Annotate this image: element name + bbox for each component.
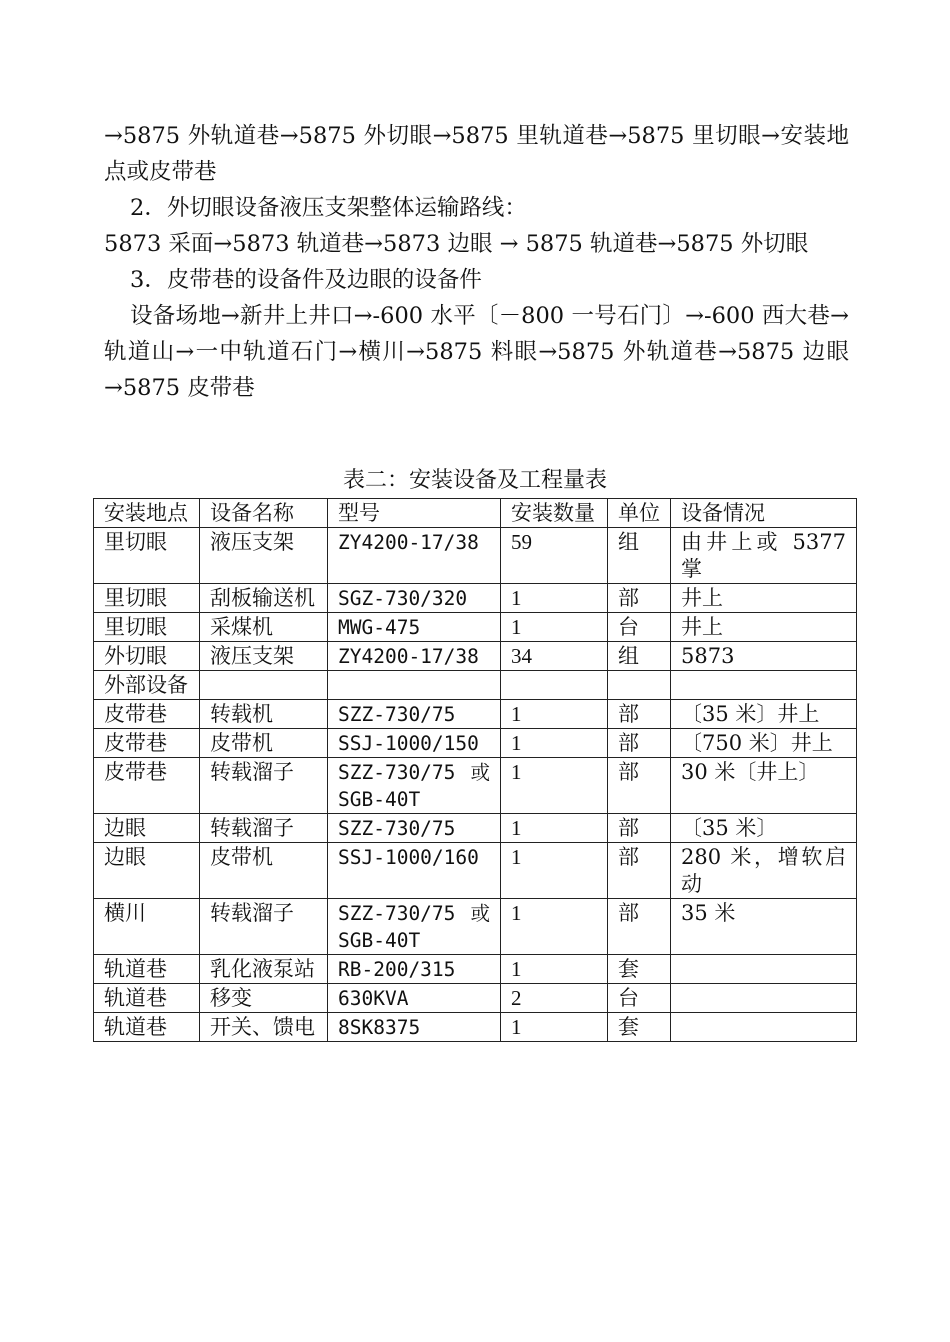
header-status: 设备情况 — [671, 499, 857, 528]
cell-model: MWG-475 — [328, 613, 501, 642]
cell-equipment-name: 转载溜子 — [200, 758, 328, 814]
cell-quantity: 1 — [501, 758, 608, 814]
cell-equipment-name: 采煤机 — [200, 613, 328, 642]
cell-unit: 套 — [608, 955, 671, 984]
cell-location: 里切眼 — [94, 528, 200, 584]
cell-equipment-name: 转载溜子 — [200, 899, 328, 955]
equipment-table — [93, 498, 857, 1042]
table-row — [94, 642, 857, 671]
cell-model: SZZ-730/75 — [328, 700, 501, 729]
header-location: 安装地点 — [94, 499, 200, 528]
cell-equipment-name: 转载机 — [200, 700, 328, 729]
outer-cut-route-paragraph: 5873 采面→5873 轨道巷→5873 边眼 → 5875 轨道巷→5875 外切眼 — [104, 231, 809, 257]
cell-location: 外切眼 — [94, 642, 200, 671]
cell-quantity: 34 — [501, 642, 608, 671]
cell-status: 井上 — [671, 613, 857, 642]
cell-model: SSJ-1000/160 — [328, 843, 501, 899]
cell-unit: 组 — [608, 528, 671, 584]
table-row — [94, 700, 857, 729]
cell-location: 外部设备 — [94, 671, 200, 700]
cell-unit: 台 — [608, 613, 671, 642]
cell-equipment-name: 开关、馈电 — [200, 1013, 328, 1042]
cell-status — [671, 955, 857, 984]
cell-equipment-name: 乳化液泵站 — [200, 955, 328, 984]
cell-equipment-name: 皮带机 — [200, 843, 328, 899]
cell-quantity: 1 — [501, 955, 608, 984]
cell-location: 皮带巷 — [94, 700, 200, 729]
cell-model: 8SK8375 — [328, 1013, 501, 1042]
table-row — [94, 729, 857, 758]
cell-quantity: 59 — [501, 528, 608, 584]
cell-location: 里切眼 — [94, 584, 200, 613]
cell-location: 边眼 — [94, 843, 200, 899]
table-row — [94, 758, 857, 814]
cell-status: 280 米，增软启动 — [671, 843, 857, 899]
cell-unit: 部 — [608, 899, 671, 955]
section-3-heading: 3．皮带巷的设备件及边眼的设备件 — [130, 267, 482, 293]
cell-unit — [608, 671, 671, 700]
cell-location: 轨道巷 — [94, 984, 200, 1013]
table-row — [94, 843, 857, 899]
cell-equipment-name: 液压支架 — [200, 642, 328, 671]
cell-unit: 部 — [608, 584, 671, 613]
cell-status — [671, 671, 857, 700]
table-row — [94, 613, 857, 642]
table-row — [94, 1013, 857, 1042]
header-unit: 单位 — [608, 499, 671, 528]
cell-model: SZZ-730/75 或 SGB-40T — [328, 899, 501, 955]
table-row — [94, 671, 857, 700]
cell-equipment-name: 刮板输送机 — [200, 584, 328, 613]
cell-model: ZY4200-17/38 — [328, 642, 501, 671]
table-row — [94, 955, 857, 984]
cell-model: SZZ-730/75 — [328, 814, 501, 843]
cell-model: SZZ-730/75 或 SGB-40T — [328, 758, 501, 814]
table-row — [94, 899, 857, 955]
cell-quantity: 1 — [501, 613, 608, 642]
cell-unit: 部 — [608, 843, 671, 899]
cell-quantity: 1 — [501, 843, 608, 899]
cell-unit: 部 — [608, 814, 671, 843]
cell-model: SSJ-1000/150 — [328, 729, 501, 758]
header-model: 型号 — [328, 499, 501, 528]
body-text — [104, 118, 849, 406]
cell-status: 〔35 米〕 — [671, 814, 857, 843]
cell-quantity: 1 — [501, 700, 608, 729]
cell-model: SGZ-730/320 — [328, 584, 501, 613]
table-row — [94, 814, 857, 843]
cell-equipment-name — [200, 671, 328, 700]
cell-quantity: 1 — [501, 584, 608, 613]
table-row — [94, 984, 857, 1013]
cell-quantity: 1 — [501, 729, 608, 758]
table-row — [94, 528, 857, 584]
cell-model: RB-200/315 — [328, 955, 501, 984]
cell-unit: 部 — [608, 700, 671, 729]
cell-equipment-name: 转载溜子 — [200, 814, 328, 843]
cell-status: 5873 — [671, 642, 857, 671]
cell-quantity — [501, 671, 608, 700]
cell-quantity: 1 — [501, 899, 608, 955]
cell-location: 里切眼 — [94, 613, 200, 642]
cell-model: ZY4200-17/38 — [328, 528, 501, 584]
table-row — [94, 584, 857, 613]
cell-quantity: 2 — [501, 984, 608, 1013]
cell-equipment-name: 皮带机 — [200, 729, 328, 758]
table-header-row — [94, 499, 857, 528]
cell-status: 井上 — [671, 584, 857, 613]
cell-unit: 台 — [608, 984, 671, 1013]
header-quantity: 安装数量 — [501, 499, 608, 528]
cell-location: 皮带巷 — [94, 758, 200, 814]
cell-unit: 套 — [608, 1013, 671, 1042]
header-equipment-name: 设备名称 — [200, 499, 328, 528]
table-caption: 表二：安装设备及工程量表 — [342, 468, 607, 493]
cell-quantity: 1 — [501, 814, 608, 843]
belt-route-paragraph: 设备场地→新井上井口→-600 水平〔－800 一号石门〕→-600 西大巷→轨道山→一中轨道石门→横川→5875 料眼→5875 外轨道巷→5875 边眼→5875 皮带巷 — [104, 303, 849, 401]
cell-status: 〔35 米〕井上 — [671, 700, 857, 729]
cell-model: 630KVA — [328, 984, 501, 1013]
cell-location: 横川 — [94, 899, 200, 955]
cell-equipment-name: 液压支架 — [200, 528, 328, 584]
cell-unit: 组 — [608, 642, 671, 671]
cell-unit: 部 — [608, 758, 671, 814]
cell-location: 轨道巷 — [94, 955, 200, 984]
cell-status — [671, 1013, 857, 1042]
cell-unit: 部 — [608, 729, 671, 758]
cell-model — [328, 671, 501, 700]
cell-status: 30 米〔井上〕 — [671, 758, 857, 814]
cell-status — [671, 984, 857, 1013]
cell-status: 35 米 — [671, 899, 857, 955]
cell-location: 皮带巷 — [94, 729, 200, 758]
cell-status: 由井上或 5377 掌 — [671, 528, 857, 584]
section-2-heading: 2．外切眼设备液压支架整体运输路线： — [130, 195, 527, 221]
cell-status: 〔750 米〕井上 — [671, 729, 857, 758]
cell-location: 轨道巷 — [94, 1013, 200, 1042]
route-continuation-paragraph: →5875 外轨道巷→5875 外切眼→5875 里轨道巷→5875 里切眼→安装地点或皮带巷 — [104, 123, 849, 185]
cell-quantity: 1 — [501, 1013, 608, 1042]
cell-location: 边眼 — [94, 814, 200, 843]
cell-equipment-name: 移变 — [200, 984, 328, 1013]
